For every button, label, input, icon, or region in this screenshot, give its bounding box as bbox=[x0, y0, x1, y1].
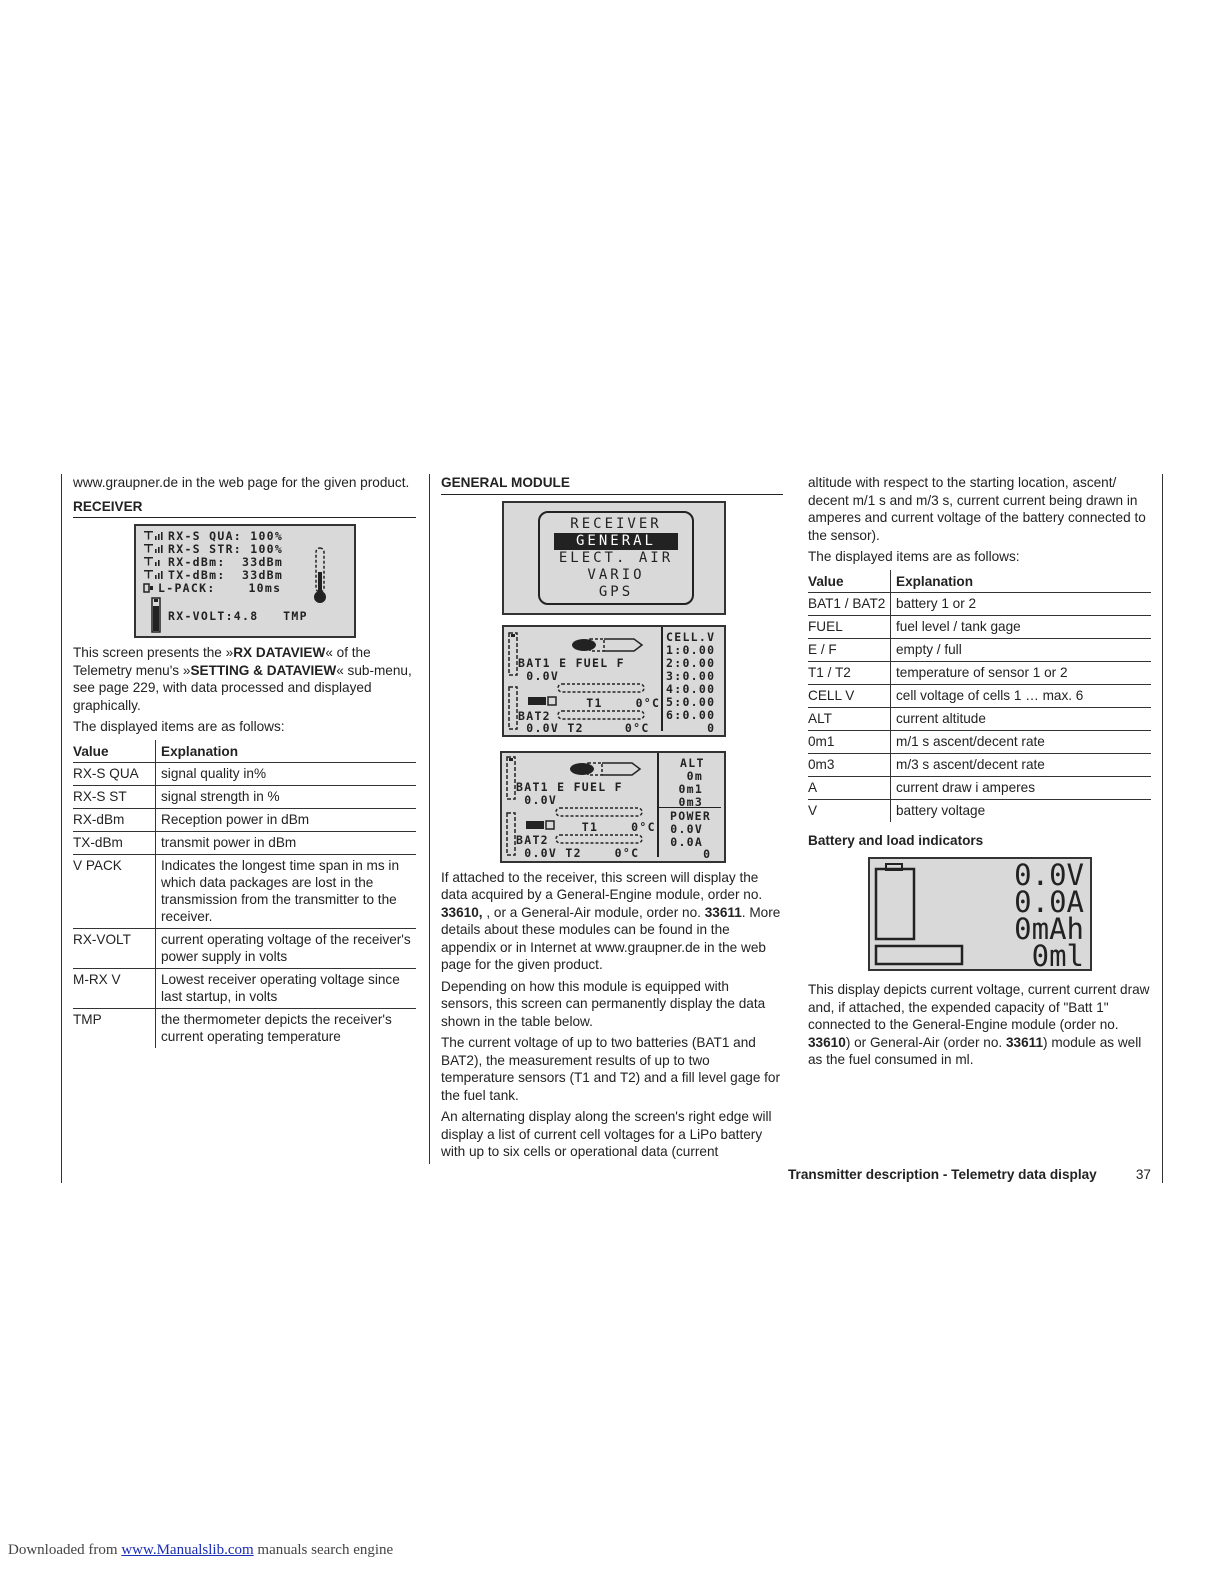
rx-line-6: RX-VOLT:4.8 TMP bbox=[168, 609, 308, 623]
module-menu-screen bbox=[502, 501, 726, 615]
bat1-voltage: 0.0V bbox=[518, 668, 560, 683]
rx-dataview-screen bbox=[134, 524, 356, 638]
battery-load-screen bbox=[868, 857, 1092, 971]
fuel-consumed: 0 bbox=[662, 846, 712, 861]
table-row bbox=[73, 968, 416, 1008]
general-module-values-table bbox=[808, 570, 1151, 822]
packet-icon bbox=[143, 582, 155, 594]
explanation-cell: signal quality in% bbox=[156, 762, 417, 785]
menu-item-general[interactable]: GENERAL bbox=[554, 533, 678, 551]
explanation-cell: empty / full bbox=[891, 638, 1152, 661]
menu-item-vario[interactable]: VARIO bbox=[587, 566, 645, 583]
bat1-voltage: 0.0V bbox=[516, 792, 558, 807]
value-header: Value bbox=[73, 740, 156, 763]
value-cell: E / F bbox=[808, 638, 891, 661]
explanation-header: Explanation bbox=[891, 570, 1152, 593]
explanation-cell: battery 1 or 2 bbox=[891, 592, 1152, 615]
table-row bbox=[808, 799, 1151, 822]
table-row bbox=[808, 592, 1151, 615]
menu-frame bbox=[538, 511, 694, 605]
rate-1s: 0m1 bbox=[662, 781, 704, 796]
order-number: 33611 bbox=[704, 904, 742, 920]
para-text: « sub-menu, see page 229, with data processed and displayed graphically. bbox=[73, 662, 412, 713]
rx-line-3: RX-dBm: 33dBm bbox=[168, 555, 284, 569]
battery-indicators-heading: Battery and load indicators bbox=[808, 832, 984, 848]
general-module-alt-screen bbox=[500, 751, 726, 863]
column-1 bbox=[73, 474, 416, 1048]
value-cell: V bbox=[808, 802, 818, 818]
menu-item-gps[interactable]: GPS bbox=[598, 583, 634, 600]
table-row bbox=[73, 831, 416, 854]
table-row bbox=[73, 785, 416, 808]
table-row bbox=[808, 707, 1151, 730]
aircraft-icon bbox=[564, 757, 644, 779]
battery-paragraph: The current voltage of up to two batteries (BAT1 and BAT2), the measurement results of up to two temperature sensors (T1 and T2) and a fill level gage for the fuel tank. bbox=[441, 1035, 781, 1103]
value-cell: M-RX V bbox=[73, 968, 156, 1008]
bat1-fuel-label: BAT1 E FUEL F bbox=[518, 655, 625, 670]
general-module-cell-screen bbox=[502, 625, 726, 737]
fuel-gauge-icon bbox=[556, 682, 646, 694]
explanation-cell: signal strength in % bbox=[156, 785, 417, 808]
receiver-battery-icon bbox=[150, 596, 162, 634]
battery-display-description bbox=[808, 981, 1151, 1069]
explanation-cell: m/1 s ascent/decent rate bbox=[891, 730, 1152, 753]
table-row bbox=[73, 762, 416, 785]
table-row bbox=[808, 638, 1151, 661]
general-module-heading: GENERAL MODULE bbox=[441, 474, 783, 495]
column-rule-mid bbox=[429, 474, 430, 1164]
items-intro: The displayed items are as follows: bbox=[73, 719, 285, 734]
explanation-cell: current operating voltage of the receiver's power supply in volts bbox=[156, 928, 417, 968]
download-prefix: Downloaded from bbox=[8, 1542, 122, 1558]
menu-item-receiver[interactable]: RECEIVER bbox=[570, 515, 662, 532]
table-row bbox=[73, 854, 416, 928]
power-current: 0.0A bbox=[662, 834, 704, 849]
value-cell: TX-dBm bbox=[73, 831, 156, 854]
explanation-cell: m/3 s ascent/decent rate bbox=[891, 753, 1152, 776]
cell-6: 6:0.00 bbox=[666, 707, 716, 722]
rate-3s: 0m3 bbox=[662, 794, 704, 809]
explanation-cell: temperature of sensor 1 or 2 bbox=[891, 661, 1152, 684]
items-intro: The displayed items are as follows: bbox=[808, 549, 1020, 564]
rx-dataview-description bbox=[73, 644, 416, 714]
rx-dataview-term: RX DATAVIEW bbox=[233, 645, 326, 660]
value-cell: T1 / T2 bbox=[808, 661, 891, 684]
table-header-row bbox=[808, 570, 1151, 593]
table-row bbox=[808, 661, 1151, 684]
value-cell: CELL V bbox=[808, 684, 891, 707]
power-voltage: 0.0V bbox=[662, 821, 704, 836]
column-rule-left bbox=[61, 474, 62, 1183]
order-number: 33611 bbox=[1005, 1034, 1044, 1050]
value-cell: 0m1 bbox=[808, 730, 891, 753]
fuel-consumed: 0 bbox=[666, 720, 716, 735]
fuel-gauge-icon bbox=[554, 806, 644, 818]
para-text: ) module as well as the fuel consumed in ml. bbox=[808, 1034, 1142, 1067]
table-row bbox=[808, 753, 1151, 776]
antenna-icons bbox=[142, 529, 166, 589]
receiver-heading: RECEIVER bbox=[73, 498, 416, 519]
rx-line-5: L-PACK: 10ms bbox=[158, 581, 282, 595]
value-cell: BAT1 / BAT2 bbox=[808, 592, 891, 615]
value-cell: ALT bbox=[808, 707, 891, 730]
value-cell: V PACK bbox=[73, 854, 156, 928]
t1-readout: T1 0°C bbox=[504, 695, 661, 710]
thermometer-icon bbox=[312, 546, 328, 606]
value-cell: RX-S ST bbox=[73, 785, 156, 808]
table-header-row bbox=[73, 740, 416, 763]
explanation-cell: current altitude bbox=[891, 707, 1152, 730]
alt-title: ALT bbox=[680, 755, 705, 770]
download-notice bbox=[8, 1542, 393, 1559]
para-text: , or a General-Air module, order no. bbox=[482, 904, 705, 920]
battery-current: 0.0A bbox=[1014, 885, 1084, 919]
value-cell: TMP bbox=[73, 1011, 102, 1027]
sensor-paragraph: Depending on how this module is equipped with sensors, this screen can permanently display the data shown in the table below. bbox=[441, 978, 766, 1029]
para-text: ) or General-Air (order no. bbox=[845, 1034, 1006, 1050]
value-cell: RX-S QUA bbox=[73, 762, 156, 785]
table-row bbox=[808, 684, 1151, 707]
battery-voltage: 0.0V bbox=[1014, 858, 1084, 892]
bat1-fuel-label: BAT1 E FUEL F bbox=[516, 779, 623, 794]
value-cell: RX-dBm bbox=[73, 808, 156, 831]
screen-divider bbox=[657, 753, 659, 857]
table-row bbox=[73, 808, 416, 831]
order-number: 33610 bbox=[808, 1034, 846, 1050]
explanation-cell: cell voltage of cells 1 … max. 6 bbox=[891, 684, 1152, 707]
table-row bbox=[808, 730, 1151, 753]
explanation-cell: fuel level / tank gage bbox=[891, 615, 1152, 638]
rx-line-1: RX-S QUA: 100% bbox=[168, 529, 284, 543]
value-cell: RX-VOLT bbox=[73, 928, 156, 968]
value-cell: 0m3 bbox=[808, 753, 891, 776]
order-number: 33610, bbox=[441, 904, 483, 920]
fuel-consumed: 0ml bbox=[1031, 939, 1084, 973]
bat2-t2-readout: 0.0V T2 0°C bbox=[518, 720, 650, 735]
value-cell: FUEL bbox=[808, 615, 891, 638]
t1-readout: T1 0°C bbox=[516, 819, 656, 834]
cell-1: 1:0.00 bbox=[666, 642, 716, 657]
explanation-cell: current draw i amperes bbox=[891, 776, 1152, 799]
table-row bbox=[73, 1008, 416, 1048]
table-row bbox=[73, 928, 416, 968]
table-row bbox=[808, 615, 1151, 638]
explanation-cell: the thermometer depicts the receiver's current operating temperature bbox=[156, 1008, 417, 1048]
menu-item-elect-air[interactable]: ELECT. AIR bbox=[558, 549, 674, 566]
bat2-t2-readout: 0.0V T2 0°C bbox=[516, 845, 640, 860]
para-text: This display depicts current voltage, current current draw and, if attached, the expended capacity of "Batt 1" connected to the General-Engine module (order no. bbox=[808, 982, 1150, 1032]
cell-3: 3:0.00 bbox=[666, 668, 716, 683]
power-title: POWER bbox=[670, 808, 712, 823]
explanation-cell: transmit power in dBm bbox=[156, 831, 417, 854]
manualslib-link[interactable]: www.Manualslib.com bbox=[121, 1542, 254, 1558]
screen-divider bbox=[661, 627, 663, 731]
continuation-paragraph: altitude with respect to the starting location, ascent/ decent m/1 s and m/3 s, current current being drawn in amperes and current voltage of the battery connected to the sensor). bbox=[808, 475, 1146, 543]
explanation-cell: Lowest receiver operating voltage since last startup, in volts bbox=[156, 968, 417, 1008]
cell-5: 5:0.00 bbox=[666, 694, 716, 709]
receiver-values-table bbox=[73, 740, 416, 1048]
cell-v-title: CELL.V bbox=[666, 629, 716, 644]
explanation-header: Explanation bbox=[156, 740, 417, 763]
general-module-description bbox=[441, 869, 783, 974]
explanation-cell: Indicates the longest time span in ms in which data packages are lost in the transmission from the transmitter to the receiver. bbox=[156, 854, 417, 928]
page-footer bbox=[788, 1167, 1151, 1182]
setting-dataview-term: SETTING & DATAVIEW bbox=[190, 662, 337, 678]
para-text: . More details about these modules can be found in the appendix or in Internet at www.graupner.de in the web page for the given product. bbox=[441, 904, 781, 972]
bat2-label: BAT2 bbox=[518, 708, 551, 723]
bat2-label: BAT2 bbox=[516, 832, 549, 847]
column-3 bbox=[808, 474, 1151, 1073]
alt-value: 0m bbox=[662, 768, 704, 783]
fuel-bar-icon bbox=[872, 943, 968, 967]
explanation-cell: Reception power in dBm bbox=[156, 808, 417, 831]
aircraft-icon bbox=[566, 633, 646, 655]
value-header: Value bbox=[808, 570, 891, 593]
table-row bbox=[808, 776, 1151, 799]
para-text: If attached to the receiver, this screen will display the data acquired by a General-Engine module, order no. bbox=[441, 869, 763, 902]
download-suffix: manuals search engine bbox=[253, 1542, 394, 1558]
rx-line-2: RX-S STR: 100% bbox=[168, 542, 284, 556]
page-number: 37 bbox=[1135, 1167, 1151, 1182]
value-cell: A bbox=[808, 776, 891, 799]
rx-line-4: TX-dBm: 33dBm bbox=[168, 568, 284, 582]
intro-text: www.graupner.de in the web page for the given product. bbox=[73, 475, 410, 490]
para-text: « of the Telemetry menu's » bbox=[73, 645, 371, 678]
column-rule-right bbox=[1162, 474, 1163, 1183]
battery-capacity: 0mAh bbox=[1014, 912, 1084, 946]
cell-2: 2:0.00 bbox=[666, 655, 716, 670]
para-text: This screen presents the » bbox=[73, 645, 234, 660]
explanation-cell: battery voltage bbox=[891, 799, 1152, 822]
cell-4: 4:0.00 bbox=[666, 681, 716, 696]
footer-title: Transmitter description - Telemetry data display bbox=[788, 1167, 1097, 1182]
column-2 bbox=[441, 474, 783, 1165]
alternating-display-paragraph: An alternating display along the screen's right edge will display a list of current cell voltages for a LiPo battery with up to six cells or operational data (current bbox=[441, 1109, 772, 1159]
